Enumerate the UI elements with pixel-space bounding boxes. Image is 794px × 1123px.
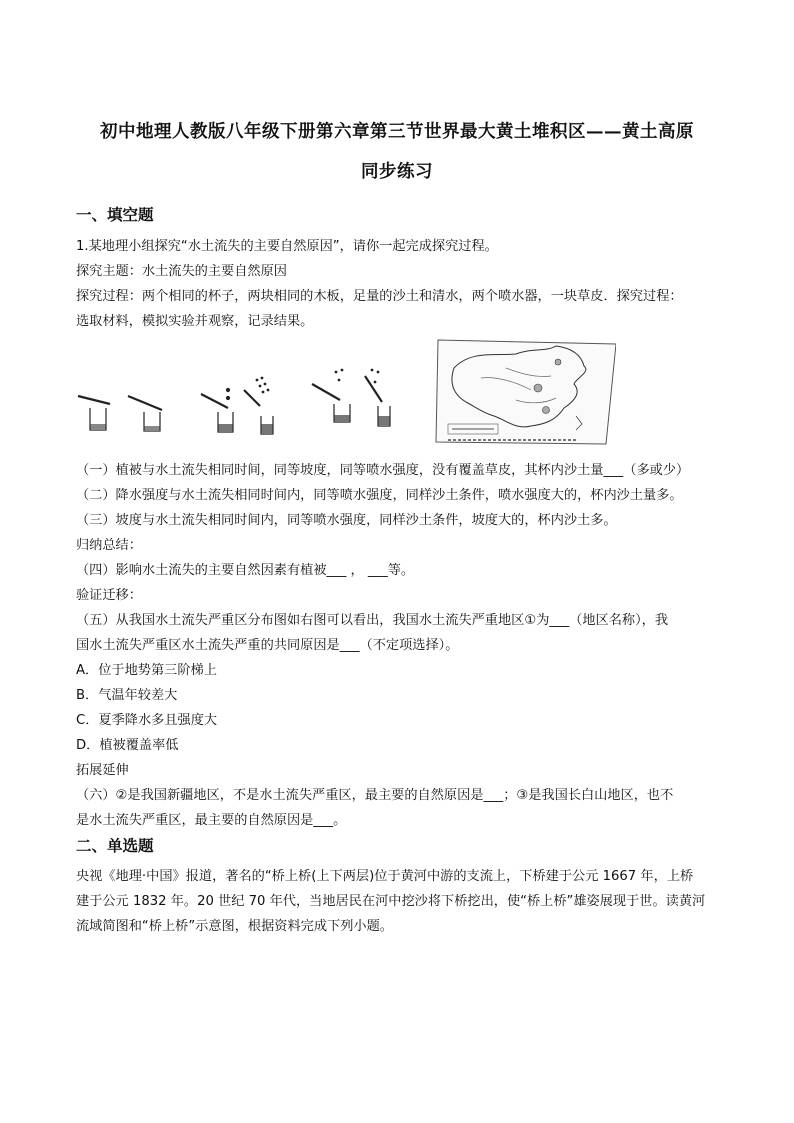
section1-heading: 一、填空题	[76, 206, 154, 224]
extension-heading: 拓展延伸	[76, 763, 129, 778]
experiment-setup-1	[78, 396, 162, 431]
option-c: C．夏季降水多且强度大	[76, 713, 218, 728]
verify-heading: 验证迁移：	[76, 588, 142, 603]
option-b: B．气温年较差大	[76, 688, 178, 703]
part3-slope-line: （三）坡度与水土流失相同时间内，同等喷水强度，同样沙土条件，坡度大的，杯内沙土多。	[76, 513, 617, 528]
summary-heading: 归纳总结：	[76, 538, 142, 553]
doc-title-line2: 同步练习	[361, 162, 433, 182]
part1-plant-line: （一）植被与水土流失相同时间，同等坡度，同等喷水强度，没有覆盖草皮，其杯内沙土量___（多或少）	[76, 463, 690, 478]
option-d: D．植被覆盖率低	[76, 738, 179, 753]
part6-line2: 是水土流失严重区，最主要的自然原因是___。	[76, 813, 347, 828]
question1-line: 1.某地理小组探究“水土流失的主要自然原因”，请你一起完成探究过程。	[76, 239, 498, 254]
section2-heading: 二、单选题	[76, 837, 154, 855]
part4-factors-line: （四）影响水土流失的主要自然因素有植被___ ， ___等。	[76, 563, 415, 578]
doc-title-line1: 初中地理人教版八年级下册第六章第三节世界最大黄土堆积区——黄土高原	[100, 122, 694, 142]
passage-line1: 央视《地理·中国》报道，著名的“桥上桥(上下两层)位于黄河中游的支流上，下桥建于公元 1667 年，上桥	[76, 869, 694, 884]
option-a: A．位于地势第三阶梯上	[76, 663, 217, 678]
explore-topic-line: 探究主题：水土流失的主要自然原因	[76, 264, 287, 279]
passage-line2: 建于公元 1832 年。20 世纪 70 年代，当地居民在河中挖沙将下桥挖出，使“桥上桥”雄姿展现于世。读黄河	[76, 894, 706, 909]
soil-erosion-map	[436, 340, 616, 444]
part5-line1: （五）从我国水土流失严重区分布图如右图可以看出，我国水土流失严重地区①为___（地区名称），我	[76, 613, 669, 628]
experiment-setup-3	[312, 369, 390, 426]
passage-line3: 流域简图和“桥上桥”示意图，根据资料完成下列小题。	[76, 919, 393, 934]
part6-line1: （六）②是我国新疆地区，不是水土流失严重区，最主要的自然原因是___；③是我国长白山地区，也不	[76, 788, 674, 803]
experiment-setup-2	[201, 377, 273, 434]
part2-rain-line: （二）降水强度与水土流失相同时间内，同等喷水强度，同样沙土条件，喷水强度大的，杯内沙土量多。	[76, 488, 683, 503]
experiment-and-map-figure	[76, 338, 616, 450]
explore-process-line2: 选取材料，模拟实验并观察，记录结果。	[76, 314, 314, 329]
explore-process-line: 探究过程：两个相同的杯子，两块相同的木板，足量的沙土和清水，两个喷水器，一块草皮．探究过程：	[76, 289, 683, 304]
part5-line2: 国水土流失严重区水土流失严重的共同原因是___（不定项选择）。	[76, 638, 459, 653]
